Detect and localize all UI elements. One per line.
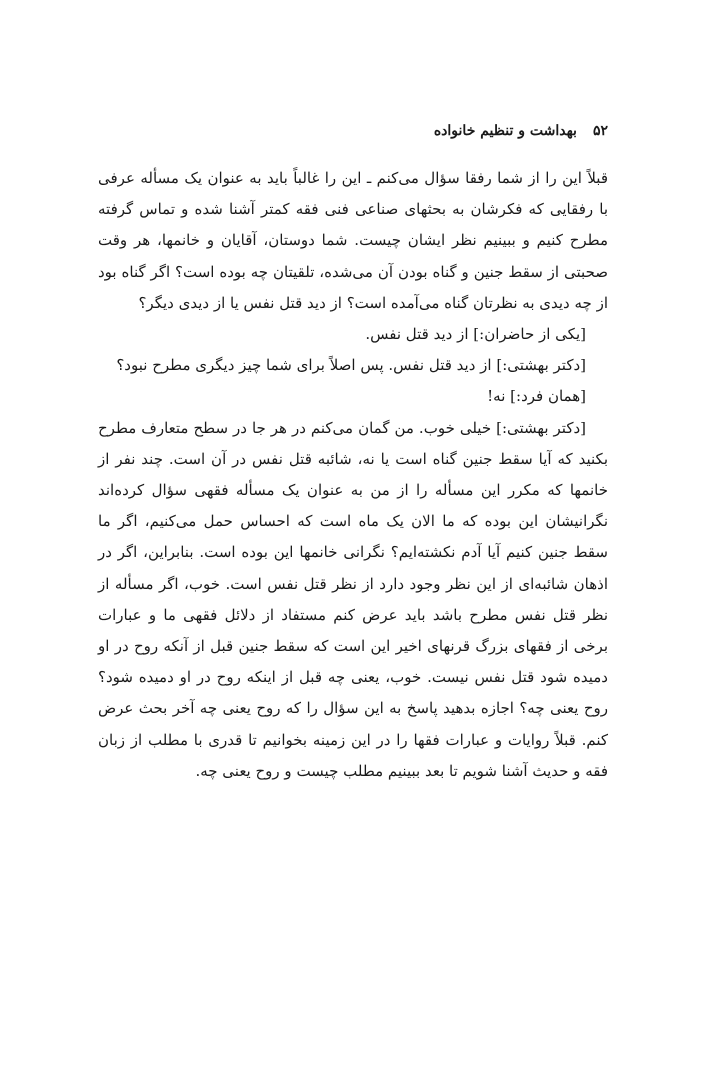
paragraph-beheshti-explanation: [دکتر بهشتی:] خیلی خوب. من گمان می‌کنم در هر جا در سطح متعارف مطرح بکنید که آیا سقط جنین گناه است یا نه، شائبه قتل نفس در آن است. چند نفر از خانمها که مکرر این مسأله را از من به عنوان یک مسأله فقهی سؤال کرده‌اند نگرانیشان این بوده که ما الان یک ماه است که احساس حمل می‌کنیم، اگر ما سقط جنین کنیم آیا آدم نکشته‌ایم؟ نگرانی خانمها این بوده است. بنابراین، اگر در اذهان شائبه‌ای از این نظر وجود دارد از نظر قتل نفس است. خوب، اگر مسأله از نظر قتل نفس مطرح باشد باید عرض کنم مستفاد از دلائل فقهی ما و عبارات برخی از فقهای بزرگ قرنهای اخیر این است که سقط جنین قبل از آنکه روح در او دمیده شود قتل نفس نیست. خوب، یعنی چه قبل از اینکه روح در او دمیده شود؟ روح یعنی چه؟ اجازه بدهید پاسخ به این سؤال را که روح یعنی چه آخر بحث عرض کنم. قبلاً روایات و عبارات فقها را در این زمینه بخوانیم تا قدری با مطلب از زبان فقه و حدیث آشنا شویم تا بعد ببینیم مطلب چیست و روح یعنی چه. xyxy=(98,418,608,780)
paragraph-beheshti-followup: [دکتر بهشتی:] از دید قتل نفس. پس اصلاً برای شما چیز دیگری مطرح نبود؟ xyxy=(116,356,586,375)
paragraph-intro-question: قبلاً این را از شما رفقا سؤال می‌کنم ـ این را غالباً باید به عنوان یک مسأله عرفی با رفقایی که فکرشان به بحثهای صناعی فنی فقه کمتر آشنا شده و تماس گرفته مطرح کنیم و ببینیم نظر ایشان چیست. شما دوستان، آقایان و خانمها، هر وقت صحبتی از سقط جنین و گناه بودن آن می‌شده، تلقیتان چه بوده است؟ اگر گناه بود از چه دیدی به نظرتان گناه می‌آمده است؟ از دید قتل نفس یا از دیدی دیگر؟ xyxy=(98,169,608,312)
page-number: ۵۲ xyxy=(592,123,608,139)
running-title: بهداشت و تنظیم خانواده xyxy=(433,123,577,139)
paragraph-audience-reply: [یکی از حاضران:] از دید قتل نفس. xyxy=(365,325,586,344)
running-header xyxy=(100,121,608,141)
body-text xyxy=(98,163,608,787)
paragraph-audience-no: [همان فرد:] نه! xyxy=(487,387,586,406)
